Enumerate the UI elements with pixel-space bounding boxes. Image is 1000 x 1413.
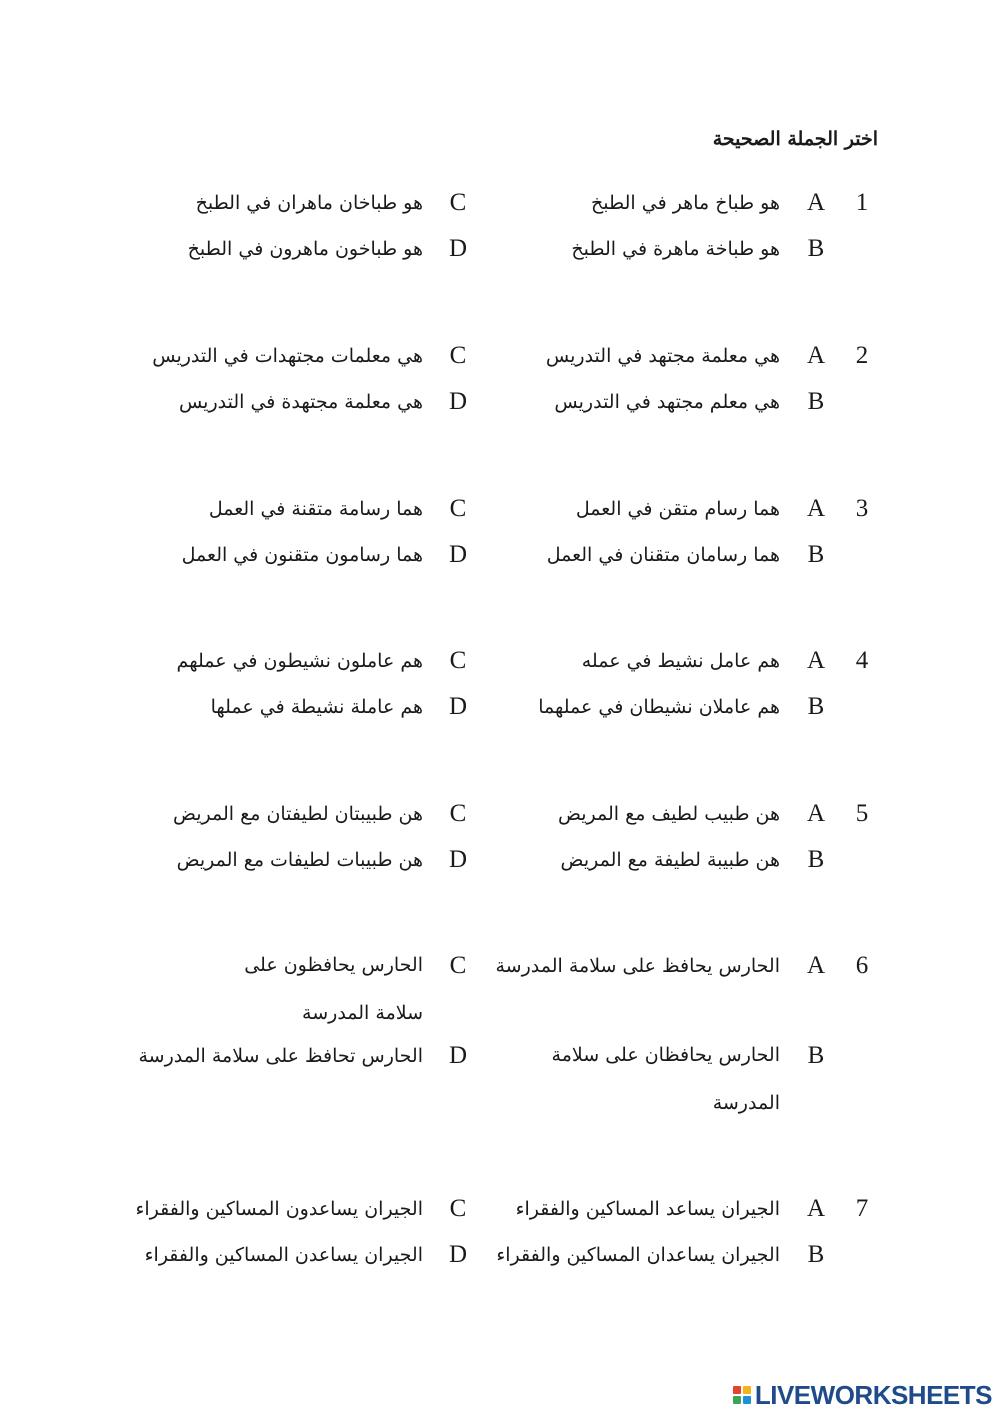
worksheet-title: اختر الجملة الصحيحة [712,128,878,150]
option-d-letter[interactable]: D [448,693,468,720]
option-d-text[interactable]: هم عاملة نشيطة في عملها [210,696,423,718]
option-b-text[interactable]: هما رسامان متقنان في العمل [546,544,780,566]
question-6 [0,951,1000,1141]
option-c-letter[interactable]: C [449,952,467,979]
option-d-letter[interactable]: D [448,846,468,873]
liveworksheets-logo[interactable] [733,1378,992,1412]
option-b-text[interactable]: الحارس يحافظان على سلامة المدرسة [551,1044,780,1114]
option-a-text[interactable]: هما رسام متقن في العمل [575,498,780,520]
option-a-letter[interactable]: A [806,952,826,979]
question-2 [0,341,1000,481]
logo-text: LIVEWORKSHEETS [754,1379,992,1410]
option-a-text[interactable]: هي معلمة مجتهد في التدريس [545,345,780,367]
option-c-letter[interactable]: C [449,189,467,216]
option-a-text[interactable]: الحارس يحافظ على سلامة المدرسة [495,955,780,977]
question-number: 7 [855,1195,869,1222]
question-number: 4 [855,647,869,674]
option-d-text[interactable]: هي معلمة مجتهدة في التدريس [178,391,423,413]
question-number: 1 [855,189,869,216]
option-c-text[interactable]: الجيران يساعدون المساكين والفقراء [135,1198,423,1220]
option-b-text[interactable]: الجيران يساعدان المساكين والفقراء [496,1244,780,1266]
option-c-text[interactable]: الحارس يحافظون على سلامة المدرسة [244,954,423,1024]
option-d-text[interactable]: الحارس تحافظ على سلامة المدرسة [138,1045,423,1067]
option-c-letter[interactable]: C [449,800,467,827]
option-b-letter[interactable]: B [807,1241,825,1268]
question-4 [0,646,1000,786]
question-number: 6 [855,952,869,979]
option-d-letter[interactable]: D [448,235,468,262]
logo-square [733,1396,741,1404]
logo-mark-icon [733,1386,751,1404]
option-b-text[interactable]: هن طبيبة لطيفة مع المريض [560,849,780,871]
option-b-letter[interactable]: B [807,541,825,568]
option-a-letter[interactable]: A [806,647,826,674]
option-d-letter[interactable]: D [448,1241,468,1268]
question-3 [0,494,1000,634]
option-c-letter[interactable]: C [449,1195,467,1222]
option-a-letter[interactable]: A [806,189,826,216]
option-d-text[interactable]: هما رسامون متقنون في العمل [181,544,423,566]
option-c-text[interactable]: هو طباخان ماهران في الطبخ [195,192,423,214]
option-d-letter[interactable]: D [448,388,468,415]
option-b-letter[interactable]: B [807,693,825,720]
question-number: 5 [855,800,869,827]
option-a-text[interactable]: هم عامل نشيط في عمله [581,650,780,672]
option-d-letter[interactable]: D [448,541,468,568]
option-c-letter[interactable]: C [449,342,467,369]
option-b-text[interactable]: هي معلم مجتهد في التدريس [554,391,780,413]
option-a-text[interactable]: الجيران يساعد المساكين والفقراء [515,1198,780,1220]
option-a-letter[interactable]: A [806,800,826,827]
option-c-text[interactable]: هن طبيبتان لطيفتان مع المريض [172,803,423,825]
option-a-text[interactable]: هن طبيب لطيف مع المريض [557,803,780,825]
option-b-letter[interactable]: B [807,388,825,415]
logo-square [743,1386,751,1394]
option-a-text[interactable]: هو طباخ ماهر في الطبخ [591,192,780,214]
option-b-letter[interactable]: B [807,235,825,262]
option-c-text[interactable]: هي معلمات مجتهدات في التدريس [152,345,423,367]
option-b-text[interactable]: هم عاملان نشيطان في عملهما [538,696,780,718]
question-5 [0,799,1000,939]
option-d-letter[interactable]: D [448,1042,468,1069]
question-1 [0,188,1000,328]
option-d-text[interactable]: هو طباخون ماهرون في الطبخ [187,238,423,260]
option-a-letter[interactable]: A [806,1195,826,1222]
option-c-letter[interactable]: C [449,647,467,674]
question-7 [0,1194,1000,1334]
option-b-letter[interactable]: B [807,846,825,873]
option-a-letter[interactable]: A [806,342,826,369]
option-b-letter[interactable]: B [807,1042,825,1069]
question-number: 2 [855,342,869,369]
logo-square [733,1386,741,1394]
question-number: 3 [855,495,869,522]
option-d-text[interactable]: الجيران يساعدن المساكين والفقراء [144,1244,423,1266]
option-c-letter[interactable]: C [449,495,467,522]
option-c-text[interactable]: هم عاملون نشيطون في عملهم [176,650,423,672]
option-d-text[interactable]: هن طبيبات لطيفات مع المريض [176,849,423,871]
option-a-letter[interactable]: A [806,495,826,522]
logo-square [743,1396,751,1404]
option-b-text[interactable]: هو طباخة ماهرة في الطبخ [571,238,780,260]
option-c-text[interactable]: هما رسامة متقنة في العمل [208,498,423,520]
